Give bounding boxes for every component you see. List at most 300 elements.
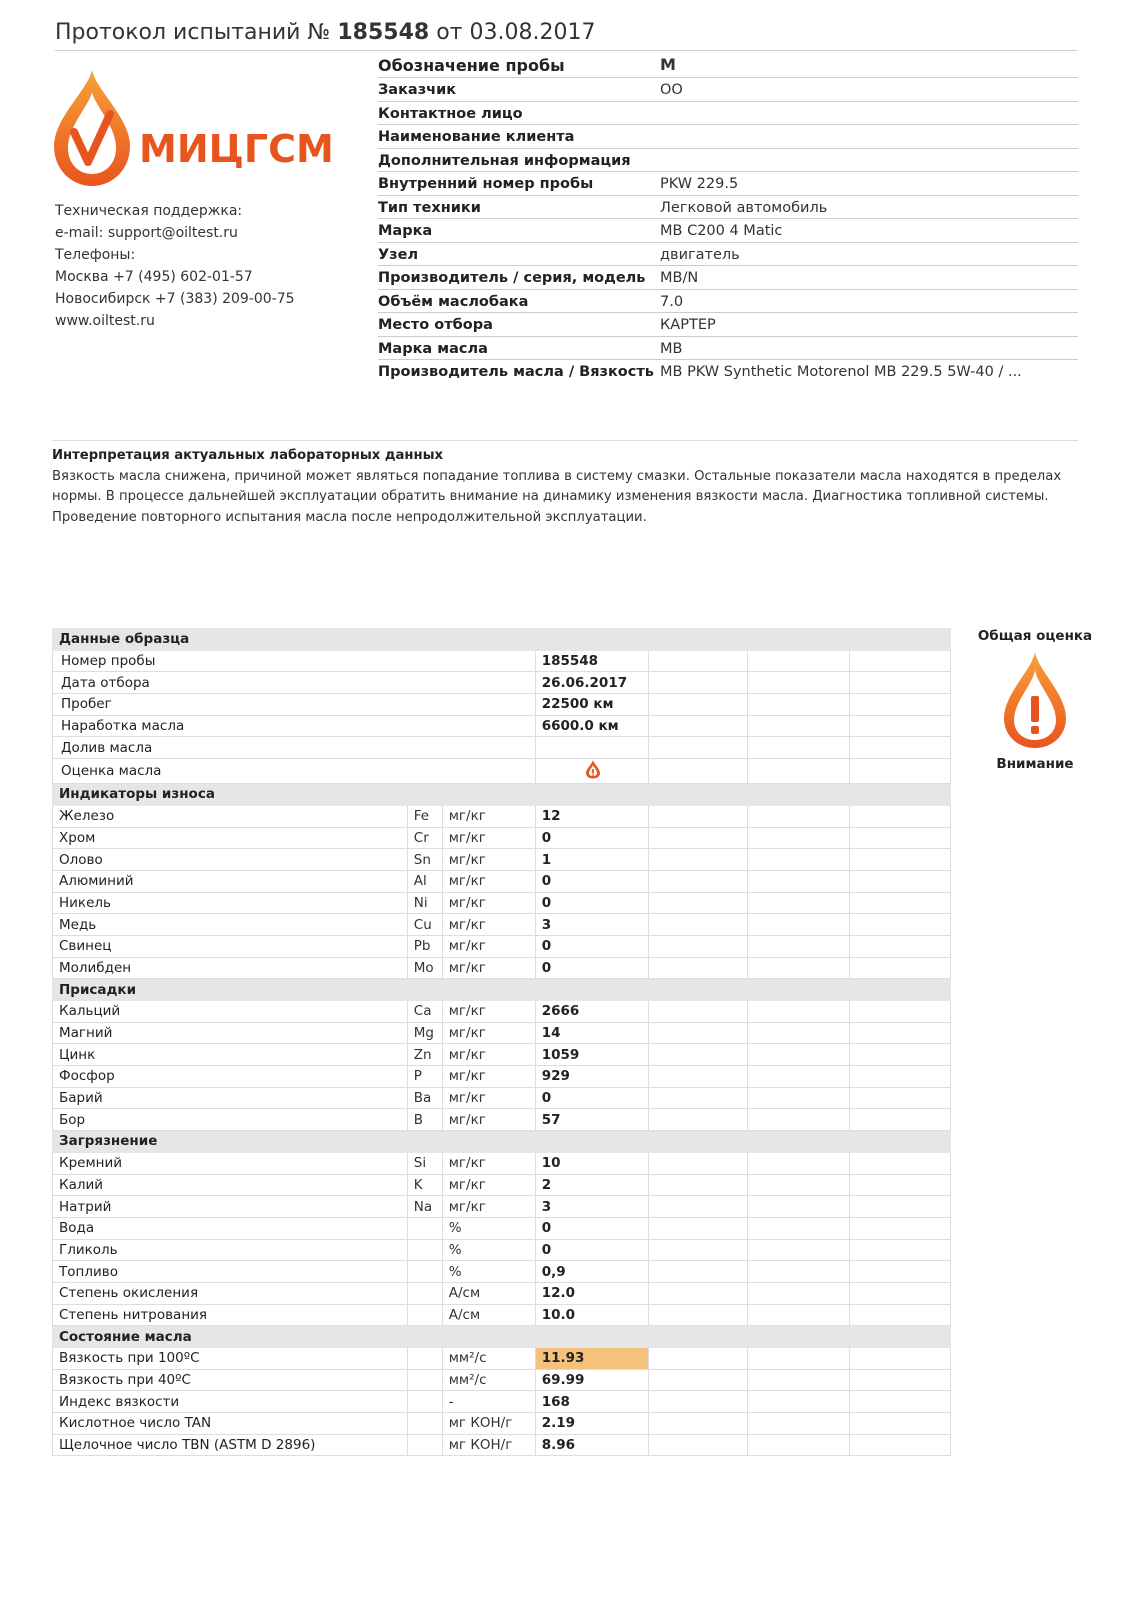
table-row (53, 1434, 951, 1456)
param-unit: мг/кг (442, 1109, 535, 1131)
param-symbol (407, 1434, 442, 1456)
info-row (378, 360, 1078, 384)
param-symbol (407, 1348, 442, 1370)
history-cell (648, 1391, 748, 1413)
history-cell (748, 1348, 850, 1370)
history-cell (648, 1369, 748, 1391)
history-cell (850, 1391, 951, 1413)
history-cell (648, 759, 748, 784)
history-cell (850, 1152, 951, 1174)
param-unit: мг/кг (442, 1044, 535, 1066)
param-symbol (407, 1369, 442, 1391)
history-cell (648, 1022, 748, 1044)
param-name: Медь (53, 914, 408, 936)
history-cell (850, 1261, 951, 1283)
section-header-row (53, 629, 951, 651)
param-symbol (407, 1282, 442, 1304)
param-symbol (407, 1304, 442, 1326)
param-value: 2666 (535, 1001, 648, 1023)
info-value: M (660, 55, 676, 74)
param-name: Свинец (53, 935, 408, 957)
history-cell (648, 715, 748, 737)
param-value: 6600.0 км (535, 715, 648, 737)
param-unit: мг/кг (442, 1174, 535, 1196)
param-name: Индекс вязкости (53, 1391, 408, 1413)
info-label: Марка масла (378, 340, 488, 357)
param-unit: мг/кг (442, 1022, 535, 1044)
website-link[interactable]: www.oiltest.ru (55, 313, 155, 329)
param-symbol: Na (407, 1196, 442, 1218)
history-cell (648, 1152, 748, 1174)
param-symbol: Pb (407, 935, 442, 957)
history-cell (850, 1217, 951, 1239)
param-value: 12 (535, 805, 648, 827)
info-row (378, 337, 1078, 361)
param-symbol: Ni (407, 892, 442, 914)
company-logo (52, 66, 342, 191)
history-cell (748, 827, 850, 849)
param-value: 0 (535, 892, 648, 914)
history-cell (850, 1022, 951, 1044)
history-cell (748, 1304, 850, 1326)
param-symbol: Mg (407, 1022, 442, 1044)
history-cell (748, 1001, 850, 1023)
param-value (535, 737, 648, 759)
info-label: Узел (378, 246, 419, 263)
param-unit: мг/кг (442, 849, 535, 871)
param-symbol: Zn (407, 1044, 442, 1066)
param-unit: мг/кг (442, 1196, 535, 1218)
interpretation-heading: Интерпретация актуальных лабораторных данных (52, 448, 444, 463)
info-value: MB/N (660, 270, 699, 286)
history-cell (648, 1239, 748, 1261)
param-unit: мг/кг (442, 827, 535, 849)
table-row (53, 1044, 951, 1066)
param-value: 0 (535, 1087, 648, 1109)
table-row (53, 1391, 951, 1413)
history-cell (648, 1434, 748, 1456)
info-label: Производитель масла / Вязкость (378, 364, 654, 380)
param-name: Хром (53, 827, 408, 849)
param-symbol: Ba (407, 1087, 442, 1109)
info-label: Обозначение пробы (378, 56, 565, 75)
param-name: Оценка масла (53, 759, 536, 784)
table-row (53, 737, 951, 759)
info-row (378, 172, 1078, 196)
history-cell (850, 1196, 951, 1218)
history-cell (648, 914, 748, 936)
info-row (378, 53, 1078, 78)
table-row (53, 1413, 951, 1435)
section-header-row (53, 1326, 951, 1348)
oil-drop-icon (585, 759, 601, 779)
history-cell (850, 1369, 951, 1391)
logo-drop-icon (52, 66, 342, 191)
history-cell (648, 1282, 748, 1304)
param-name: Наработка масла (53, 715, 536, 737)
history-cell (648, 805, 748, 827)
history-cell (850, 1087, 951, 1109)
history-cell (648, 827, 748, 849)
info-row (378, 102, 1078, 126)
history-cell (850, 737, 951, 759)
param-symbol: K (407, 1174, 442, 1196)
param-value: 0 (535, 870, 648, 892)
param-name: Магний (53, 1022, 408, 1044)
history-cell (748, 672, 850, 694)
table-row (53, 694, 951, 716)
param-symbol (407, 1239, 442, 1261)
param-value: 0,9 (535, 1261, 648, 1283)
param-symbol: Cu (407, 914, 442, 936)
history-cell (748, 957, 850, 979)
history-cell (748, 737, 850, 759)
info-row (378, 290, 1078, 314)
table-row (53, 1282, 951, 1304)
param-unit: мг/кг (442, 870, 535, 892)
history-cell (850, 870, 951, 892)
table-row (53, 935, 951, 957)
history-cell (748, 1022, 850, 1044)
history-cell (748, 1174, 850, 1196)
info-value: КАРТЕР (660, 317, 716, 333)
table-row (53, 672, 951, 694)
param-value: 57 (535, 1109, 648, 1131)
param-unit: A/см (442, 1304, 535, 1326)
interpretation-divider (52, 440, 1078, 441)
interpretation-block (52, 446, 1082, 528)
param-value: 8.96 (535, 1434, 648, 1456)
param-name: Дата отбора (53, 672, 536, 694)
param-value: 2 (535, 1174, 648, 1196)
param-name: Топливо (53, 1261, 408, 1283)
history-cell (850, 1044, 951, 1066)
support-email[interactable]: e-mail: support@oiltest.ru (55, 225, 238, 241)
history-cell (850, 672, 951, 694)
param-value: 2.19 (535, 1413, 648, 1435)
history-cell (748, 1413, 850, 1435)
table-row (53, 1174, 951, 1196)
logo-text: МИЦГСМ (139, 127, 334, 171)
history-cell (748, 715, 850, 737)
support-heading: Техническая поддержка: (55, 203, 243, 219)
param-name: Кислотное число TAN (53, 1413, 408, 1435)
param-symbol (407, 1413, 442, 1435)
history-cell (748, 914, 850, 936)
protocol-number: 185548 (337, 20, 430, 45)
param-value: 929 (535, 1066, 648, 1088)
info-label: Место отбора (378, 317, 493, 333)
param-symbol: Si (407, 1152, 442, 1174)
table-row (53, 1022, 951, 1044)
table-row (53, 1196, 951, 1218)
history-cell (850, 715, 951, 737)
table-row (53, 1369, 951, 1391)
history-cell (648, 1196, 748, 1218)
table-row (53, 1261, 951, 1283)
table-row (53, 1304, 951, 1326)
history-cell (748, 1066, 850, 1088)
history-cell (648, 1413, 748, 1435)
table-row (53, 870, 951, 892)
table-row (53, 1239, 951, 1261)
param-value: 0 (535, 1239, 648, 1261)
history-cell (748, 1434, 850, 1456)
info-value: MB (660, 340, 683, 357)
info-value: OO (660, 82, 683, 98)
param-unit: мг/кг (442, 892, 535, 914)
param-value: 168 (535, 1391, 648, 1413)
info-row (378, 243, 1078, 267)
info-value: 7.0 (660, 293, 684, 310)
history-cell (648, 1109, 748, 1131)
param-unit: % (442, 1217, 535, 1239)
table-row (53, 1348, 951, 1370)
param-symbol: Ca (407, 1001, 442, 1023)
param-unit: мг/кг (442, 1152, 535, 1174)
param-unit: мм²/с (442, 1369, 535, 1391)
param-symbol (407, 1217, 442, 1239)
param-symbol: Cr (407, 827, 442, 849)
overall-title: Общая оценка (977, 628, 1093, 644)
param-unit: % (442, 1239, 535, 1261)
interpretation-text: Вязкость масла снижена, причиной может являться попадание топлива в систему смазки. Остальные показатели масла находятся в пределах нормы. В процессе дальнейшей эксплуатации обратить внимание на динамику изменения вязкости масла. Диагностика топливной системы. Проведение повторного испытания масла после непродолжительной эксплуатации. (52, 468, 1062, 525)
overall-assessment (975, 628, 1095, 772)
history-cell (748, 892, 850, 914)
param-value: 1059 (535, 1044, 648, 1066)
history-cell (648, 870, 748, 892)
history-cell (850, 759, 951, 784)
table-row (53, 1109, 951, 1131)
history-cell (648, 1174, 748, 1196)
param-name: Кальций (53, 1001, 408, 1023)
section-header-row (53, 784, 951, 806)
table-row (53, 827, 951, 849)
history-cell (850, 694, 951, 716)
param-symbol (407, 1391, 442, 1413)
support-contacts (55, 200, 355, 332)
param-name: Щелочное число TBN (ASTM D 2896) (53, 1434, 408, 1456)
param-unit: мг/кг (442, 935, 535, 957)
param-name: Никель (53, 892, 408, 914)
table-row (53, 715, 951, 737)
history-cell (748, 870, 850, 892)
info-row (378, 78, 1078, 102)
page-title (55, 20, 595, 45)
history-cell (748, 1261, 850, 1283)
param-value: 185548 (535, 650, 648, 672)
section-header: Состояние масла (53, 1326, 951, 1348)
history-cell (850, 1304, 951, 1326)
history-cell (748, 1152, 850, 1174)
history-cell (850, 1413, 951, 1435)
param-name: Бор (53, 1109, 408, 1131)
history-cell (648, 935, 748, 957)
history-cell (850, 1001, 951, 1023)
param-name: Степень окисления (53, 1282, 408, 1304)
table-row (53, 957, 951, 979)
title-date: от 03.08.2017 (436, 20, 596, 45)
history-cell (850, 849, 951, 871)
section-header: Загрязнение (53, 1131, 951, 1153)
param-name: Барий (53, 1087, 408, 1109)
param-unit: % (442, 1261, 535, 1283)
history-cell (648, 672, 748, 694)
info-label: Марка (378, 223, 433, 239)
info-value: MB PKW Synthetic Motorenol MB 229.5 5W-40 / ... (660, 364, 1022, 380)
param-value: 10 (535, 1152, 648, 1174)
info-row (378, 219, 1078, 243)
info-label: Дополнительная информация (378, 152, 631, 169)
param-value: 14 (535, 1022, 648, 1044)
param-name: Кремний (53, 1152, 408, 1174)
info-row (378, 313, 1078, 337)
history-cell (648, 957, 748, 979)
history-cell (748, 1109, 850, 1131)
info-value: MB C200 4 Matic (660, 223, 783, 239)
param-name: Номер пробы (53, 650, 536, 672)
phone-moscow: Москва +7 (495) 602-01-57 (55, 269, 253, 285)
param-name: Вода (53, 1217, 408, 1239)
table-row (53, 1001, 951, 1023)
param-unit: мг КОН/г (442, 1413, 535, 1435)
param-unit: мм²/с (442, 1348, 535, 1370)
history-cell (648, 1304, 748, 1326)
info-label: Тип техники (378, 199, 481, 216)
param-name: Фосфор (53, 1066, 408, 1088)
results-table (52, 628, 951, 1456)
history-cell (648, 1066, 748, 1088)
param-symbol: Sn (407, 849, 442, 871)
history-cell (748, 935, 850, 957)
history-cell (850, 1109, 951, 1131)
param-name: Гликоль (53, 1239, 408, 1261)
history-cell (850, 957, 951, 979)
title-divider (55, 50, 1077, 51)
history-cell (748, 1282, 850, 1304)
history-cell (850, 1066, 951, 1088)
phone-novosibirsk: Новосибирск +7 (383) 209-00-75 (55, 291, 295, 307)
history-cell (648, 1087, 748, 1109)
param-value: 0 (535, 827, 648, 849)
history-cell (748, 1391, 850, 1413)
history-cell (850, 892, 951, 914)
phones-heading: Телефоны: (55, 247, 136, 263)
param-name: Натрий (53, 1196, 408, 1218)
section-header: Данные образца (53, 629, 951, 651)
history-cell (748, 1087, 850, 1109)
history-cell (648, 1001, 748, 1023)
info-row (378, 266, 1078, 290)
param-symbol: Fe (407, 805, 442, 827)
param-symbol (407, 1261, 442, 1283)
table-row (53, 914, 951, 936)
history-cell (850, 1348, 951, 1370)
info-label: Заказчик (378, 82, 457, 98)
history-cell (648, 1261, 748, 1283)
param-name: Железо (53, 805, 408, 827)
table-row (53, 849, 951, 871)
history-cell (748, 759, 850, 784)
info-row (378, 125, 1078, 149)
history-cell (748, 1369, 850, 1391)
history-cell (748, 805, 850, 827)
history-cell (748, 694, 850, 716)
table-row (53, 650, 951, 672)
param-value: 11.93 (535, 1348, 648, 1370)
param-symbol: Al (407, 870, 442, 892)
history-cell (850, 827, 951, 849)
history-cell (748, 1044, 850, 1066)
info-value: Легковой автомобиль (660, 199, 828, 216)
param-value: 0 (535, 957, 648, 979)
param-unit: мг/кг (442, 805, 535, 827)
param-symbol: Mo (407, 957, 442, 979)
history-cell (648, 694, 748, 716)
info-row (378, 196, 1078, 220)
param-name: Степень нитрования (53, 1304, 408, 1326)
info-label: Производитель / серия, модель (378, 270, 646, 286)
param-name: Вязкость при 40ºC (53, 1369, 408, 1391)
param-symbol: B (407, 1109, 442, 1131)
section-header-row (53, 1131, 951, 1153)
info-row (378, 149, 1078, 173)
table-row (53, 759, 951, 784)
section-header: Индикаторы износа (53, 784, 951, 806)
history-cell (850, 1434, 951, 1456)
history-cell (648, 1044, 748, 1066)
param-unit: мг КОН/г (442, 1434, 535, 1456)
param-value: 1 (535, 849, 648, 871)
history-cell (748, 1196, 850, 1218)
param-value: 3 (535, 1196, 648, 1218)
history-cell (850, 935, 951, 957)
table-row (53, 1152, 951, 1174)
history-cell (850, 1174, 951, 1196)
table-row (53, 1217, 951, 1239)
history-cell (648, 1348, 748, 1370)
param-value: 0 (535, 1217, 648, 1239)
info-label: Внутренний номер пробы (378, 176, 594, 192)
history-cell (648, 892, 748, 914)
title-prefix: Протокол испытаний № (55, 20, 331, 45)
info-label: Наименование клиента (378, 129, 575, 145)
overall-status: Внимание (996, 756, 1074, 772)
history-cell (850, 1282, 951, 1304)
section-header: Присадки (53, 979, 951, 1001)
history-cell (648, 650, 748, 672)
param-name: Долив масла (53, 737, 536, 759)
section-header-row (53, 979, 951, 1001)
param-value (535, 759, 648, 784)
history-cell (648, 849, 748, 871)
history-cell (748, 650, 850, 672)
param-symbol: P (407, 1066, 442, 1088)
param-unit: мг/кг (442, 914, 535, 936)
param-name: Вязкость при 100ºC (53, 1348, 408, 1370)
info-value: PKW 229.5 (660, 176, 739, 192)
sample-info-table (378, 53, 1078, 384)
info-label: Контактное лицо (378, 105, 523, 122)
param-name: Калий (53, 1174, 408, 1196)
history-cell (748, 849, 850, 871)
table-row (53, 805, 951, 827)
param-value: 10.0 (535, 1304, 648, 1326)
param-name: Цинк (53, 1044, 408, 1066)
param-name: Алюминий (53, 870, 408, 892)
history-cell (648, 737, 748, 759)
history-cell (850, 1239, 951, 1261)
